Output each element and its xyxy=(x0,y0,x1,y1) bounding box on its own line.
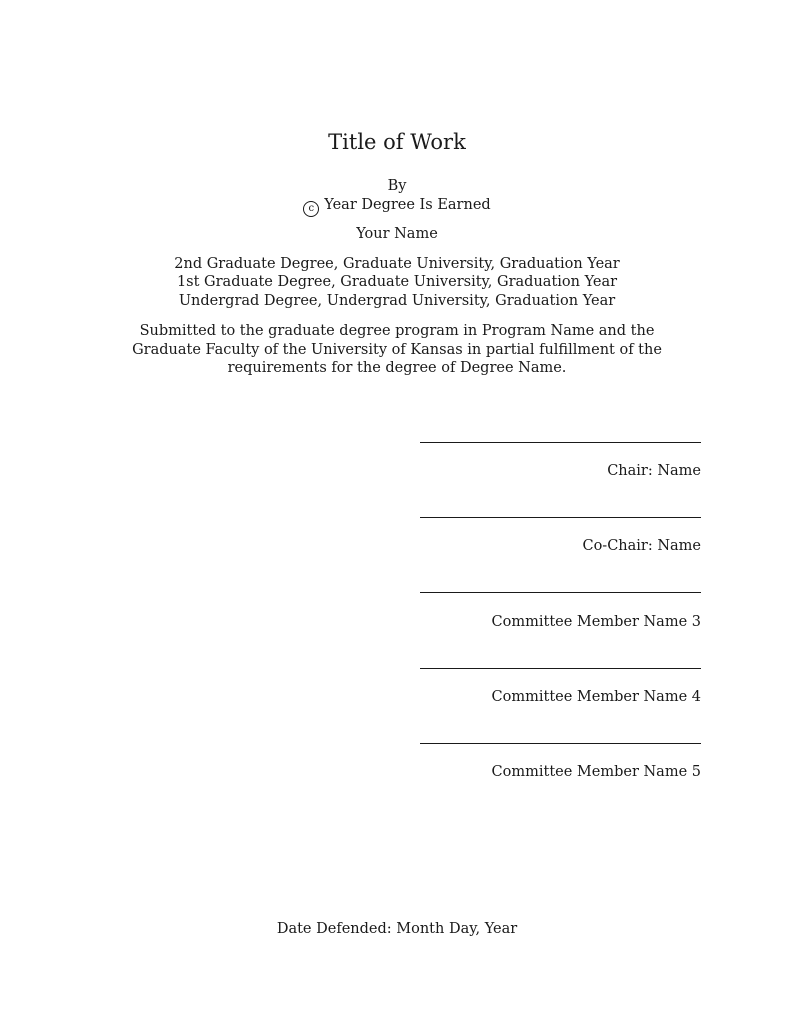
committee-member-label: Committee Member Name 4 xyxy=(491,689,701,705)
copyright-year-text: Year Degree Is Earned xyxy=(324,197,491,213)
degree-line: 1st Graduate Degree, Graduate University, Graduation Year xyxy=(176,274,618,290)
degree-line: 2nd Graduate Degree, Graduate University, Graduation Year xyxy=(174,256,620,272)
committee-chair-label: Chair: Name xyxy=(607,463,701,479)
author-name: Your Name xyxy=(356,226,438,242)
submission-statement-line: requirements for the degree of Degree Name. xyxy=(227,360,567,376)
signature-line xyxy=(420,442,701,443)
signature-line xyxy=(420,517,701,518)
copyright-icon: c xyxy=(303,201,319,217)
signature-line xyxy=(420,668,701,669)
document-title: Title of Work xyxy=(328,130,466,154)
signature-line xyxy=(420,743,701,744)
by-line: By xyxy=(387,178,407,194)
submission-statement-line: Submitted to the graduate degree program in Program Name and the xyxy=(139,323,655,339)
submission-statement-line: Graduate Faculty of the University of Kansas in partial fulfillment of the xyxy=(132,342,662,358)
copyright-line xyxy=(0,196,794,217)
committee-member-label: Committee Member Name 3 xyxy=(491,614,701,630)
committee-cochair-label: Co-Chair: Name xyxy=(582,538,701,554)
degree-line: Undergrad Degree, Undergrad University, Graduation Year xyxy=(178,293,616,309)
signature-line xyxy=(420,592,701,593)
date-defended: Date Defended: Month Day, Year xyxy=(276,921,518,937)
committee-member-label: Committee Member Name 5 xyxy=(491,764,701,780)
